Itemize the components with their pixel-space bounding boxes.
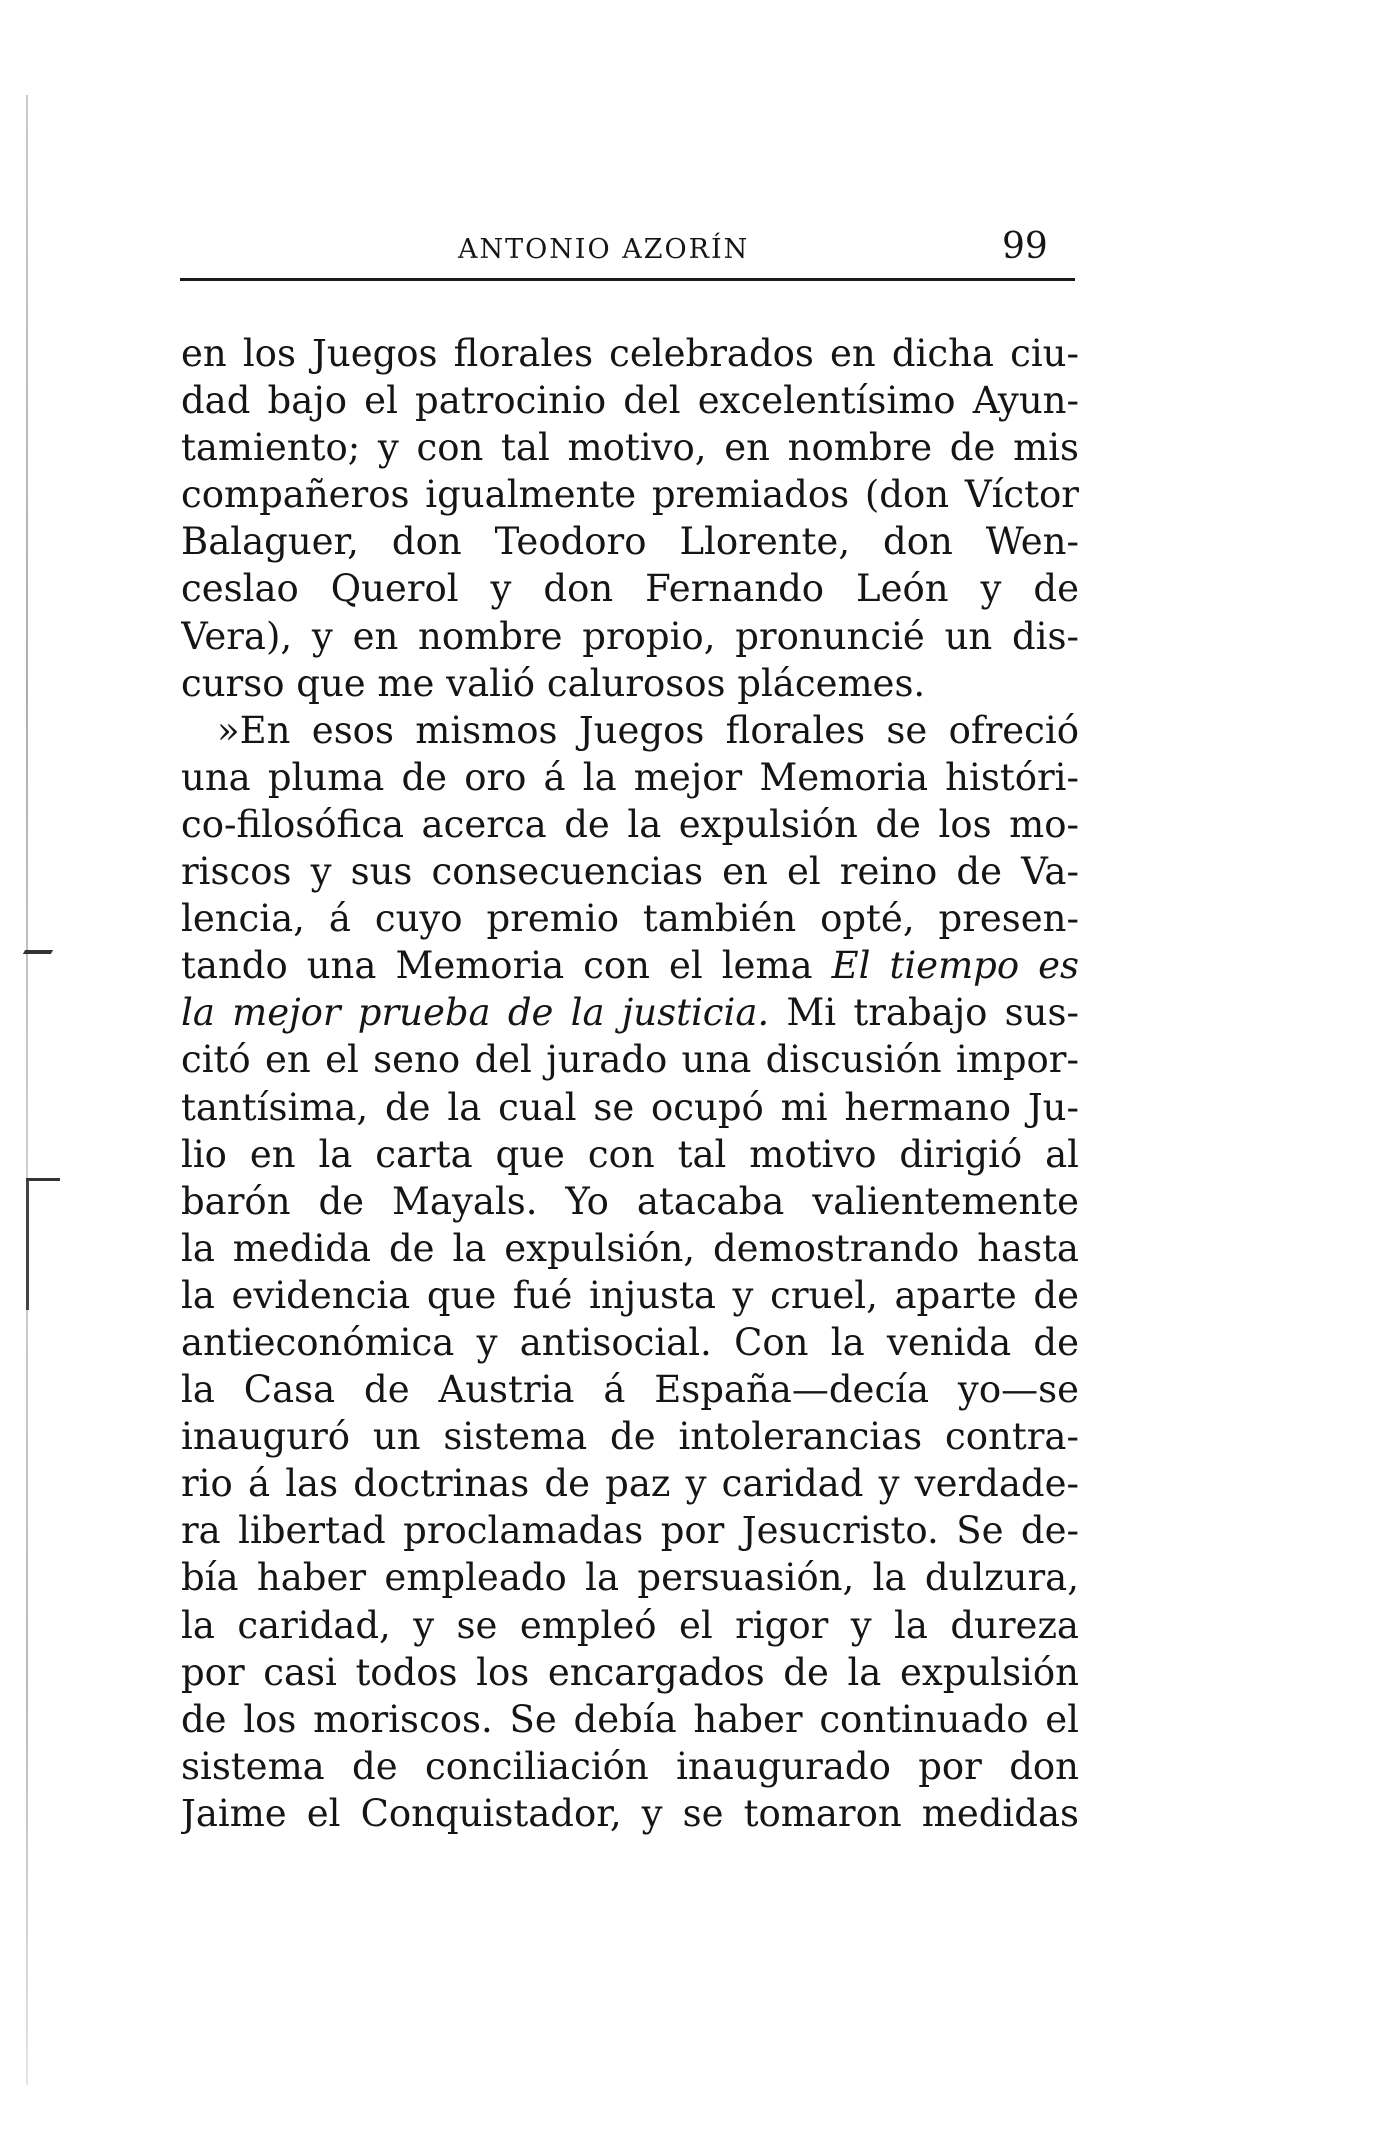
text-span: »En esos mismos Juegos florales se ofreció (217, 708, 1079, 752)
text-line: riscos y sus consecuencias en el reino de Va- (181, 850, 1079, 894)
text-span: Mi trabajo sus- (769, 991, 1079, 1035)
text-line: Jaime el Conquistador, y se tomaron medidas (181, 1791, 1079, 1835)
text-line: la medida de la expulsión, demostrando hasta (181, 1226, 1079, 1270)
text-line: en los Juegos florales celebrados en dicha ciu- (181, 332, 1079, 375)
text-line: compañeros igualmente premiados (don Víctor (181, 473, 1079, 517)
text-line: rio á las doctrinas de paz y caridad y verdade- (181, 1462, 1079, 1506)
text-line: Vera), y en nombre propio, pronuncié un dis- (181, 614, 1079, 658)
text-line: co-filosófica acerca de la expulsión de los mo- (181, 802, 1079, 846)
text-line: inauguró un sistema de intolerancias contra- (181, 1415, 1079, 1459)
binding-edge-mark (26, 95, 28, 2085)
text-line: Balaguer, don Teodoro Llorente, don Wen- (181, 520, 1079, 564)
text-line: por casi todos los encargados de la expulsión (181, 1650, 1079, 1694)
text-line-with-italic (181, 989, 1079, 1036)
running-title: ANTONIO AZORÍN (458, 234, 750, 265)
text-line: antieconómica y antisocial. Con la venida de (181, 1320, 1079, 1364)
paragraph-first-line (181, 707, 1079, 754)
text-line: una pluma de oro á la mejor Memoria históri- (181, 755, 1079, 799)
running-head (180, 222, 1075, 272)
text-line-with-italic (181, 942, 1079, 989)
text-line: lencia, á cuyo premio también opté, presen- (181, 897, 1079, 941)
text-line: la evidencia que fué injusta y cruel, aparte de (181, 1273, 1079, 1317)
page-number: 99 (1002, 226, 1048, 267)
text-line: sistema de conciliación inaugurado por don (181, 1744, 1079, 1788)
body-text (181, 330, 1079, 1837)
text-line: citó en el seno del jurado una discusión impor- (181, 1038, 1079, 1082)
italic-motto: El tiempo es (831, 944, 1079, 988)
binding-edge-mark (26, 1180, 29, 1310)
text-line: barón de Mayals. Yo atacaba valientemente (181, 1179, 1079, 1223)
text-line: tamiento; y con tal motivo, en nombre de mis (181, 426, 1079, 470)
text-line: tantísima, de la cual se ocupó mi hermano Ju- (181, 1085, 1079, 1129)
header-rule (180, 278, 1075, 281)
text-line: ceslao Querol y don Fernando León y de (181, 567, 1079, 611)
text-line: dad bajo el patrocinio del excelentísimo Ayun- (181, 379, 1079, 423)
text-span: tando una Memoria con el lema (181, 944, 813, 988)
italic-motto: la mejor prueba de la justicia. (181, 991, 770, 1035)
text-line: la Casa de Austria á España—decía yo—se (181, 1368, 1079, 1412)
text-line: bía haber empleado la persuasión, la dulzura, (181, 1556, 1079, 1600)
text-line: curso que me valió calurosos plácemes. (181, 661, 926, 705)
text-line: lio en la carta que con tal motivo dirigió al (181, 1132, 1079, 1176)
text-line: de los moriscos. Se debía haber continuado el (181, 1697, 1079, 1741)
text-line: ra libertad proclamadas por Jesucristo. Se de- (181, 1509, 1079, 1553)
binding-edge-mark (26, 1178, 60, 1181)
text-line: la caridad, y se empleó el rigor y la dureza (181, 1603, 1079, 1647)
binding-edge-mark (23, 950, 53, 954)
